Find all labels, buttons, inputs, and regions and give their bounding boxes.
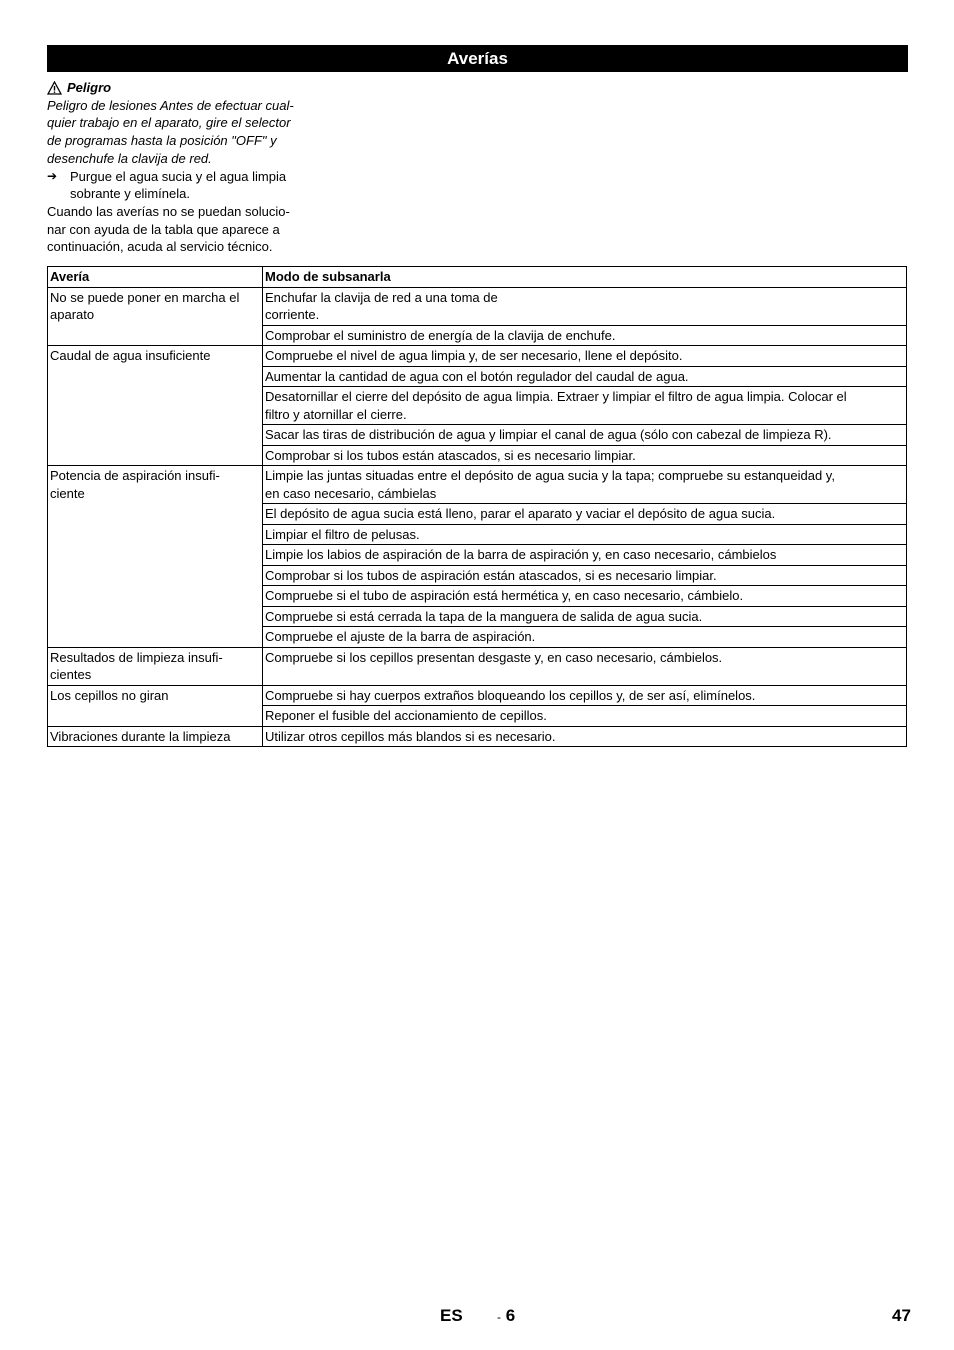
remedy-cell: Comprobar el suministro de energía de la clavija de enchufe. — [263, 325, 907, 346]
table-row — [48, 346, 907, 367]
remedy-cell: Limpie las juntas situadas entre el depósito de agua sucia y la tapa; compruebe su estanqueidad y, en caso necesario, cámbielas — [263, 466, 907, 504]
danger-label: Peligro — [67, 80, 112, 95]
header-remedy: Modo de subsanarla — [263, 267, 907, 288]
remedy-cell: Comprobar si los tubos de aspiración están atascados, si es necesario limpiar. — [263, 565, 907, 586]
intro-block — [47, 79, 332, 256]
header-fault: Avería — [48, 267, 263, 288]
fault-cell: Los cepillos no giran — [48, 685, 263, 726]
remedy-cell: Compruebe si el tubo de aspiración está hermética y, en caso necesario, cámbielo. — [263, 586, 907, 607]
fault-cell: Vibraciones durante la limpieza — [48, 726, 263, 747]
table-row — [48, 685, 907, 706]
fault-cell: Caudal de agua insuficiente — [48, 346, 263, 466]
footer-section-page — [497, 1306, 515, 1326]
table-row — [48, 647, 907, 685]
remedy-cell: Aumentar la cantidad de agua con el botón regulador del caudal de agua. — [263, 366, 907, 387]
remedy-cell: Desatornillar el cierre del depósito de agua limpia. Extraer y limpiar el filtro de agua limpia. Colocar el filtro y atornillar el cierre. — [263, 387, 907, 425]
remedy-cell: Limpie los labios de aspiración de la barra de aspiración y, en caso necesario, cámbielos — [263, 545, 907, 566]
remedy-cell: Compruebe si está cerrada la tapa de la manguera de salida de agua sucia. — [263, 606, 907, 627]
section-title: Averías — [47, 45, 908, 72]
remedy-cell: Comprobar si los tubos están atascados, si es necesario limpiar. — [263, 445, 907, 466]
remedy-cell: Compruebe el nivel de agua limpia y, de ser necesario, llene el depósito. — [263, 346, 907, 367]
table-row — [48, 287, 907, 325]
warning-triangle-icon — [47, 81, 62, 95]
remedy-cell: Utilizar otros cepillos más blandos si es necesario. — [263, 726, 907, 747]
remedy-cell: Sacar las tiras de distribución de agua y limpiar el canal de agua (sólo con cabezal de limpieza R). — [263, 425, 907, 446]
footer-section-number: 6 — [505, 1306, 516, 1325]
remedy-cell: Compruebe si hay cuerpos extraños bloqueando los cepillos y, de ser así, elimínelos. — [263, 685, 907, 706]
remedy-cell: Enchufar la clavija de red a una toma de corriente. — [263, 287, 907, 325]
footer-page-number: 47 — [892, 1306, 911, 1325]
remedy-cell: Compruebe el ajuste de la barra de aspiración. — [263, 627, 907, 648]
remedy-cell: Reponer el fusible del accionamiento de cepillos. — [263, 706, 907, 727]
table-header-row — [48, 267, 907, 288]
support-note: Cuando las averías no se puedan solucio- nar con ayuda de la tabla que aparece a continuación, acuda al servicio técnico. — [47, 203, 290, 255]
danger-heading — [47, 79, 332, 97]
footer-language: ES — [440, 1306, 463, 1325]
fault-cell: No se puede poner en marcha el aparato — [48, 287, 263, 346]
step-text: Purgue el agua sucia y el agua limpia sobrante y elimínela. — [70, 168, 287, 202]
table-row — [48, 726, 907, 747]
footer-dash: - — [497, 1310, 501, 1324]
table-row — [48, 466, 907, 504]
arrow-right-icon: ➔ — [47, 168, 58, 183]
remedy-cell: Limpiar el filtro de pelusas. — [263, 524, 907, 545]
remedy-cell: El depósito de agua sucia está lleno, parar el aparato y vaciar el depósito de agua sucia. — [263, 504, 907, 525]
fault-table — [47, 266, 907, 747]
remedy-cell: Compruebe si los cepillos presentan desgaste y, en caso necesario, cámbielos. — [263, 647, 907, 685]
danger-text: Peligro de lesiones Antes de efectuar cual- quier trabajo en el aparato, gire el selector de programas hasta la posición "OFF" y desenchufe la clavija de red. — [47, 97, 294, 166]
fault-cell: Potencia de aspiración insufi- ciente — [48, 466, 263, 648]
step-item — [47, 168, 332, 203]
fault-cell: Resultados de limpieza insufi- cientes — [48, 647, 263, 685]
